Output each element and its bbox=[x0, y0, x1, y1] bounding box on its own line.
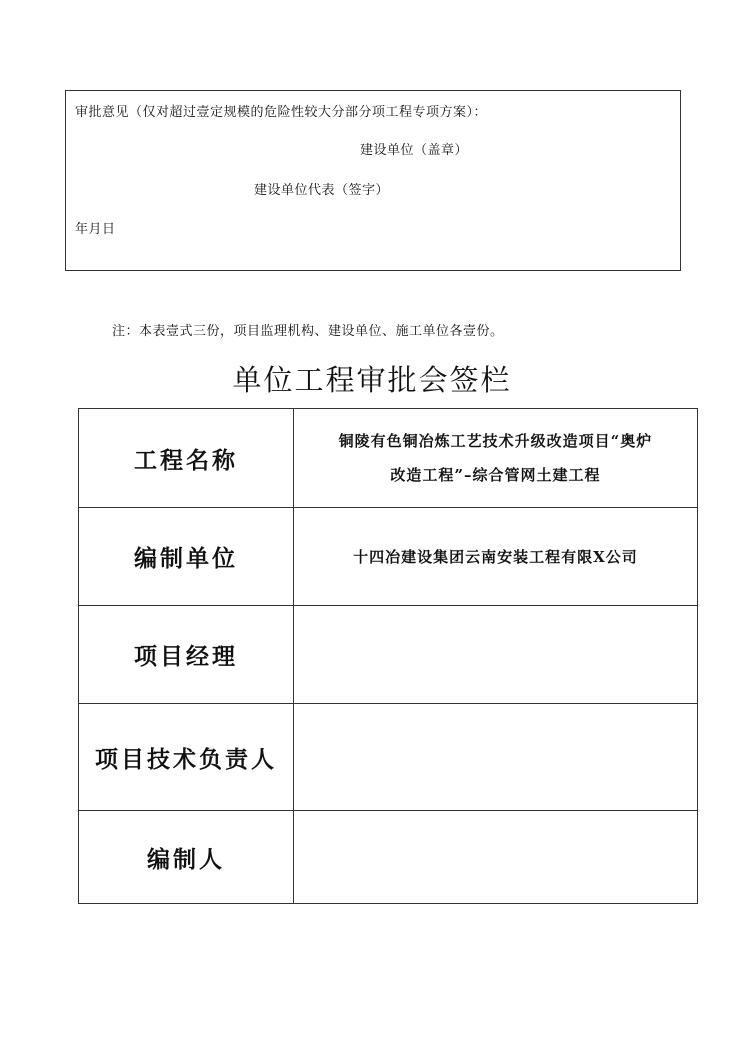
technical-lead-value bbox=[294, 704, 698, 811]
project-manager-value bbox=[294, 606, 698, 704]
section-title: 单位工程审批会签栏 bbox=[232, 363, 512, 397]
table-row-project-manager bbox=[79, 606, 698, 704]
table-row-project-name bbox=[79, 409, 698, 508]
approval-opinion-box bbox=[65, 90, 681, 271]
project-name-value bbox=[294, 409, 698, 508]
technical-lead-label: 项目技术负责人 bbox=[79, 704, 294, 811]
construction-unit-representative-signature: 建设单位代表（签字） bbox=[254, 183, 390, 198]
compiler-value bbox=[294, 811, 698, 904]
compiling-unit-label: 编制单位 bbox=[79, 508, 294, 606]
project-manager-label: 项目经理 bbox=[79, 606, 294, 704]
date-label: 年月日 bbox=[75, 222, 116, 237]
table-row-compiling-unit bbox=[79, 508, 698, 606]
compiler-label: 编制人 bbox=[79, 811, 294, 904]
construction-unit-seal: 建设单位（盖章） bbox=[360, 143, 469, 158]
compiling-unit-value: 十四冶建设集团云南安装工程有限X公司 bbox=[294, 508, 698, 606]
sign-off-table bbox=[78, 408, 698, 904]
project-name-label: 工程名称 bbox=[79, 409, 294, 508]
project-name-value-line2: 改造工程”–综合管网土建工程 bbox=[390, 466, 601, 484]
project-name-value-line1: 铜陵有色铜冶炼工艺技术升级改造项目“奥炉 bbox=[338, 432, 653, 450]
approval-opinion-label: 审批意见（仅对超过壹定规模的危险性较大分部分项工程专项方案）： bbox=[75, 105, 488, 120]
table-row-technical-lead bbox=[79, 704, 698, 811]
table-row-compiler bbox=[79, 811, 698, 904]
note-text: 注：本表壹式三份，项目监理机构、建设单位、施工单位各壹份。 bbox=[112, 324, 504, 339]
